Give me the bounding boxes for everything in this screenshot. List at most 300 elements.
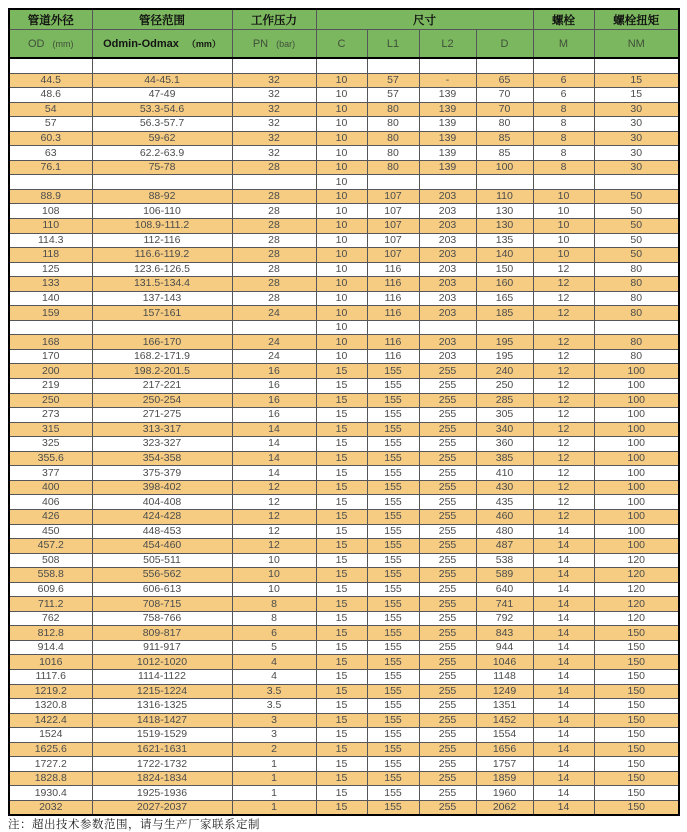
table-cell: 15	[316, 451, 367, 466]
header-sub-cell: PN (bar)	[232, 30, 316, 59]
table-cell: 155	[367, 611, 419, 626]
table-row	[9, 364, 679, 379]
header-group-cell: 管道外径	[9, 9, 92, 30]
table-cell: 100	[594, 422, 679, 437]
table-cell: 168.2-171.9	[92, 349, 232, 364]
table-cell: 508	[9, 553, 92, 568]
table-cell: 80	[367, 160, 419, 175]
table-cell: 8	[533, 117, 594, 132]
table-cell: 125	[9, 262, 92, 277]
table-cell: 139	[419, 131, 476, 146]
table-cell: 10	[316, 219, 367, 234]
table-cell: 10	[316, 306, 367, 321]
table-cell: 10	[316, 73, 367, 88]
table-row	[9, 335, 679, 350]
table-row	[9, 451, 679, 466]
table-cell: 170	[9, 349, 92, 364]
table-cell: 15	[316, 742, 367, 757]
table-cell: 1351	[476, 699, 533, 714]
table-cell: 255	[419, 742, 476, 757]
table-cell: 159	[9, 306, 92, 321]
table-cell: 168	[9, 335, 92, 350]
table-cell: 200	[9, 364, 92, 379]
table-cell: 137-143	[92, 291, 232, 306]
table-row	[9, 146, 679, 161]
table-cell: 80	[594, 335, 679, 350]
table-cell: 57	[9, 117, 92, 132]
table-cell: 255	[419, 553, 476, 568]
table-cell: 32	[232, 88, 316, 103]
table-cell: 1148	[476, 669, 533, 684]
table-cell: 185	[476, 306, 533, 321]
table-cell: 240	[476, 364, 533, 379]
table-cell: 12	[232, 480, 316, 495]
table-row	[9, 524, 679, 539]
table-cell	[594, 58, 679, 73]
table-cell: 116	[367, 291, 419, 306]
table-cell: 50	[594, 248, 679, 263]
table-cell: 130	[476, 204, 533, 219]
table-cell: 325	[9, 437, 92, 452]
table-cell: 10	[316, 335, 367, 350]
table-cell: 426	[9, 509, 92, 524]
table-cell: 14	[533, 699, 594, 714]
table-cell: 914.4	[9, 640, 92, 655]
table-cell: 150	[594, 713, 679, 728]
table-cell: 107	[367, 189, 419, 204]
table-cell: 100	[594, 524, 679, 539]
table-cell: 155	[367, 437, 419, 452]
table-row	[9, 509, 679, 524]
table-cell: 255	[419, 684, 476, 699]
table-cell: 3	[232, 713, 316, 728]
table-cell: 2	[232, 742, 316, 757]
table-cell: 139	[419, 117, 476, 132]
table-cell: 32	[232, 117, 316, 132]
table-cell: 15	[316, 713, 367, 728]
table-cell: 116.6-119.2	[92, 248, 232, 263]
table-cell	[367, 58, 419, 73]
table-cell	[476, 58, 533, 73]
table-cell: 10	[316, 291, 367, 306]
table-cell: 10	[316, 88, 367, 103]
table-cell: 315	[9, 422, 92, 437]
table-cell: 250-254	[92, 393, 232, 408]
table-cell: 80	[594, 291, 679, 306]
table-cell: 48.6	[9, 88, 92, 103]
table-cell: 139	[419, 146, 476, 161]
table-cell: 70	[476, 88, 533, 103]
table-cell: 203	[419, 233, 476, 248]
pipe-spec-table	[8, 8, 680, 816]
table-cell: 15	[316, 728, 367, 743]
table-cell: 203	[419, 219, 476, 234]
header-group-cell: 尺寸	[316, 9, 533, 30]
table-cell: 195	[476, 349, 533, 364]
table-cell: 1016	[9, 655, 92, 670]
table-cell: 12	[232, 509, 316, 524]
table-cell: 12	[533, 480, 594, 495]
table-cell: 166-170	[92, 335, 232, 350]
table-cell: 255	[419, 699, 476, 714]
table-cell: 155	[367, 539, 419, 554]
table-cell: 100	[594, 451, 679, 466]
table-row	[9, 713, 679, 728]
table-cell: 139	[419, 160, 476, 175]
table-row	[9, 408, 679, 423]
table-cell: 400	[9, 480, 92, 495]
table-cell: 313-317	[92, 422, 232, 437]
table-cell: 10	[316, 160, 367, 175]
table-cell: 1524	[9, 728, 92, 743]
table-cell: 14	[533, 771, 594, 786]
table-row	[9, 189, 679, 204]
table-cell: 606-613	[92, 582, 232, 597]
table-header	[9, 9, 679, 58]
table-cell	[9, 320, 92, 335]
table-row	[9, 669, 679, 684]
table-cell: 14	[533, 568, 594, 583]
table-cell: 410	[476, 466, 533, 481]
table-cell: 1722-1732	[92, 757, 232, 772]
table-cell: 106-110	[92, 204, 232, 219]
table-cell: 758-766	[92, 611, 232, 626]
table-cell: 155	[367, 553, 419, 568]
table-cell: 10	[533, 248, 594, 263]
table-cell: 6	[533, 88, 594, 103]
table-cell: 16	[232, 393, 316, 408]
table-cell: 14	[232, 451, 316, 466]
table-cell: 505-511	[92, 553, 232, 568]
table-cell: 457.2	[9, 539, 92, 554]
table-cell: 15	[316, 684, 367, 699]
table-cell: 250	[476, 379, 533, 394]
table-cell: 14	[232, 422, 316, 437]
table-row	[9, 771, 679, 786]
table-cell: 165	[476, 291, 533, 306]
table-cell: 155	[367, 364, 419, 379]
table-cell: 10	[533, 233, 594, 248]
table-cell: 100	[594, 509, 679, 524]
table-cell: 255	[419, 582, 476, 597]
table-cell: 1219.2	[9, 684, 92, 699]
table-cell: 203	[419, 189, 476, 204]
table-cell: 711.2	[9, 597, 92, 612]
table-cell: 75-78	[92, 160, 232, 175]
header-sub-cell: L2	[419, 30, 476, 59]
table-cell: 30	[594, 102, 679, 117]
table-cell: 63	[9, 146, 92, 161]
table-cell: 14	[533, 669, 594, 684]
table-cell: 155	[367, 393, 419, 408]
table-cell: 1621-1631	[92, 742, 232, 757]
table-cell: 10	[316, 175, 367, 190]
table-cell: 195	[476, 335, 533, 350]
table-cell: 450	[9, 524, 92, 539]
table-cell: 1960	[476, 786, 533, 801]
table-cell: 15	[316, 699, 367, 714]
table-cell	[533, 320, 594, 335]
table-cell: 12	[533, 437, 594, 452]
table-cell: 15	[316, 393, 367, 408]
table-cell: 3.5	[232, 684, 316, 699]
table-cell: 140	[9, 291, 92, 306]
table-cell: 15	[316, 597, 367, 612]
table-cell: 16	[232, 408, 316, 423]
table-row	[9, 262, 679, 277]
table-cell: 30	[594, 160, 679, 175]
table-cell: 28	[232, 291, 316, 306]
table-cell: 80	[367, 117, 419, 132]
table-cell: 47-49	[92, 88, 232, 103]
table-cell	[92, 320, 232, 335]
table-cell: 5	[232, 640, 316, 655]
table-cell: 480	[476, 524, 533, 539]
table-cell: 12	[533, 408, 594, 423]
header-sub-row	[9, 30, 679, 59]
table-cell: 12	[533, 349, 594, 364]
table-cell	[594, 320, 679, 335]
table-cell: 255	[419, 611, 476, 626]
table-cell: 385	[476, 451, 533, 466]
table-row	[9, 291, 679, 306]
table-cell: 123.6-126.5	[92, 262, 232, 277]
table-cell: 15	[316, 379, 367, 394]
table-cell: 792	[476, 611, 533, 626]
table-cell: 28	[232, 204, 316, 219]
table-cell: 15	[316, 626, 367, 641]
table-cell: 14	[533, 655, 594, 670]
table-cell: 198.2-201.5	[92, 364, 232, 379]
table-cell: 12	[533, 291, 594, 306]
table-cell: 1656	[476, 742, 533, 757]
table-cell: 340	[476, 422, 533, 437]
table-cell: 1418-1427	[92, 713, 232, 728]
table-cell: 120	[594, 568, 679, 583]
table-cell: 107	[367, 219, 419, 234]
table-cell: 116	[367, 277, 419, 292]
table-cell: 271-275	[92, 408, 232, 423]
table-row	[9, 568, 679, 583]
table-cell: 14	[533, 800, 594, 815]
table-cell: 203	[419, 335, 476, 350]
table-cell: 375-379	[92, 466, 232, 481]
table-cell: 1114-1122	[92, 669, 232, 684]
table-cell: 1012-1020	[92, 655, 232, 670]
table-cell: 255	[419, 509, 476, 524]
table-cell: 85	[476, 131, 533, 146]
table-cell: 107	[367, 233, 419, 248]
table-cell: 30	[594, 146, 679, 161]
table-cell: 12	[533, 495, 594, 510]
table-cell: 10	[316, 277, 367, 292]
table-cell: 131.5-134.4	[92, 277, 232, 292]
table-cell: 155	[367, 684, 419, 699]
table-row	[9, 742, 679, 757]
table-cell: 12	[533, 306, 594, 321]
table-cell: 24	[232, 349, 316, 364]
table-cell: 1	[232, 800, 316, 815]
table-body	[9, 58, 679, 815]
table-cell	[232, 58, 316, 73]
table-cell: 12	[533, 262, 594, 277]
table-cell: 14	[533, 524, 594, 539]
table-cell: 1925-1936	[92, 786, 232, 801]
table-cell: 112-116	[92, 233, 232, 248]
table-cell: 65	[476, 73, 533, 88]
table-row	[9, 73, 679, 88]
table-row	[9, 117, 679, 132]
table-cell: 155	[367, 582, 419, 597]
table-cell: 203	[419, 306, 476, 321]
table-cell: 15	[316, 466, 367, 481]
table-cell: 57	[367, 73, 419, 88]
table-cell: 108	[9, 204, 92, 219]
table-cell: 1625.6	[9, 742, 92, 757]
table-cell: 70	[476, 102, 533, 117]
table-cell: 155	[367, 771, 419, 786]
table-cell: 255	[419, 495, 476, 510]
table-cell: 1727.2	[9, 757, 92, 772]
table-cell: 4	[232, 669, 316, 684]
table-cell: 120	[594, 553, 679, 568]
table-cell: 10	[232, 568, 316, 583]
table-cell: 32	[232, 131, 316, 146]
table-cell: 14	[533, 553, 594, 568]
table-cell: 1046	[476, 655, 533, 670]
table-cell: 56.3-57.7	[92, 117, 232, 132]
table-cell: 108.9-111.2	[92, 219, 232, 234]
table-cell: 100	[594, 480, 679, 495]
table-cell: 14	[232, 466, 316, 481]
table-cell: 116	[367, 262, 419, 277]
table-cell: 589	[476, 568, 533, 583]
table-row	[9, 699, 679, 714]
table-cell: 10	[316, 320, 367, 335]
table-cell: 62.2-63.9	[92, 146, 232, 161]
table-cell: 12	[232, 524, 316, 539]
table-cell: 12	[533, 379, 594, 394]
table-cell	[316, 58, 367, 73]
table-cell: 203	[419, 204, 476, 219]
table-cell: 80	[367, 102, 419, 117]
table-row	[9, 131, 679, 146]
table-cell: 609.6	[9, 582, 92, 597]
table-cell: 14	[533, 626, 594, 641]
table-cell: 12	[533, 335, 594, 350]
table-cell: 3	[232, 728, 316, 743]
table-cell	[594, 175, 679, 190]
table-cell: 454-460	[92, 539, 232, 554]
table-cell: 2062	[476, 800, 533, 815]
table-cell: 100	[594, 393, 679, 408]
table-cell: 107	[367, 204, 419, 219]
table-cell: 558.8	[9, 568, 92, 583]
table-cell: 155	[367, 379, 419, 394]
table-cell: 435	[476, 495, 533, 510]
table-cell: 150	[594, 640, 679, 655]
table-cell: 1554	[476, 728, 533, 743]
table-cell: 15	[316, 611, 367, 626]
table-cell: 16	[232, 379, 316, 394]
table-cell: 3.5	[232, 699, 316, 714]
table-cell: 4	[232, 655, 316, 670]
table-cell: 32	[232, 146, 316, 161]
table-cell: 15	[316, 408, 367, 423]
table-cell: 76.1	[9, 160, 92, 175]
table-cell: 28	[232, 160, 316, 175]
table-cell: 28	[232, 189, 316, 204]
table-row	[9, 58, 679, 73]
table-cell: 15	[316, 800, 367, 815]
table-cell: 155	[367, 597, 419, 612]
table-cell: 255	[419, 524, 476, 539]
table-cell: 157-161	[92, 306, 232, 321]
table-row	[9, 306, 679, 321]
table-cell: 10	[316, 102, 367, 117]
table-cell: 10	[316, 262, 367, 277]
table-cell: 155	[367, 480, 419, 495]
table-cell: 150	[594, 742, 679, 757]
table-cell: 1422.4	[9, 713, 92, 728]
table-row	[9, 277, 679, 292]
table-cell: 100	[594, 437, 679, 452]
table-cell: 14	[533, 742, 594, 757]
table-cell: 155	[367, 669, 419, 684]
table-cell: 44.5	[9, 73, 92, 88]
header-sub-cell: OD (mm)	[9, 30, 92, 59]
table-cell: 15	[594, 73, 679, 88]
table-cell: 14	[533, 539, 594, 554]
table-cell: 114.3	[9, 233, 92, 248]
table-cell: 15	[316, 539, 367, 554]
table-cell: 487	[476, 539, 533, 554]
table-cell: 10	[316, 204, 367, 219]
table-cell: 1452	[476, 713, 533, 728]
table-cell: 255	[419, 466, 476, 481]
table-cell: 285	[476, 393, 533, 408]
table-cell: 255	[419, 757, 476, 772]
table-cell	[92, 175, 232, 190]
table-cell: 80	[476, 117, 533, 132]
table-cell: 10	[316, 248, 367, 263]
table-cell: 155	[367, 626, 419, 641]
table-cell: 30	[594, 117, 679, 132]
header-group-cell: 螺栓扭矩	[594, 9, 679, 30]
table-cell: 50	[594, 233, 679, 248]
table-cell: 255	[419, 669, 476, 684]
table-cell: 60.3	[9, 131, 92, 146]
table-cell	[419, 58, 476, 73]
table-cell: 2027-2037	[92, 800, 232, 815]
table-row	[9, 757, 679, 772]
table-cell: 15	[316, 568, 367, 583]
table-cell: 355.6	[9, 451, 92, 466]
table-cell: 10	[533, 219, 594, 234]
table-cell: 1	[232, 771, 316, 786]
table-cell: 139	[419, 88, 476, 103]
table-cell: 160	[476, 277, 533, 292]
table-cell: 44-45.1	[92, 73, 232, 88]
table-cell: 273	[9, 408, 92, 423]
table-cell: 14	[232, 437, 316, 452]
table-cell: 255	[419, 379, 476, 394]
table-cell: 116	[367, 306, 419, 321]
table-cell: 16	[232, 364, 316, 379]
table-cell: 155	[367, 408, 419, 423]
table-cell: 100	[594, 539, 679, 554]
table-cell: 80	[594, 306, 679, 321]
